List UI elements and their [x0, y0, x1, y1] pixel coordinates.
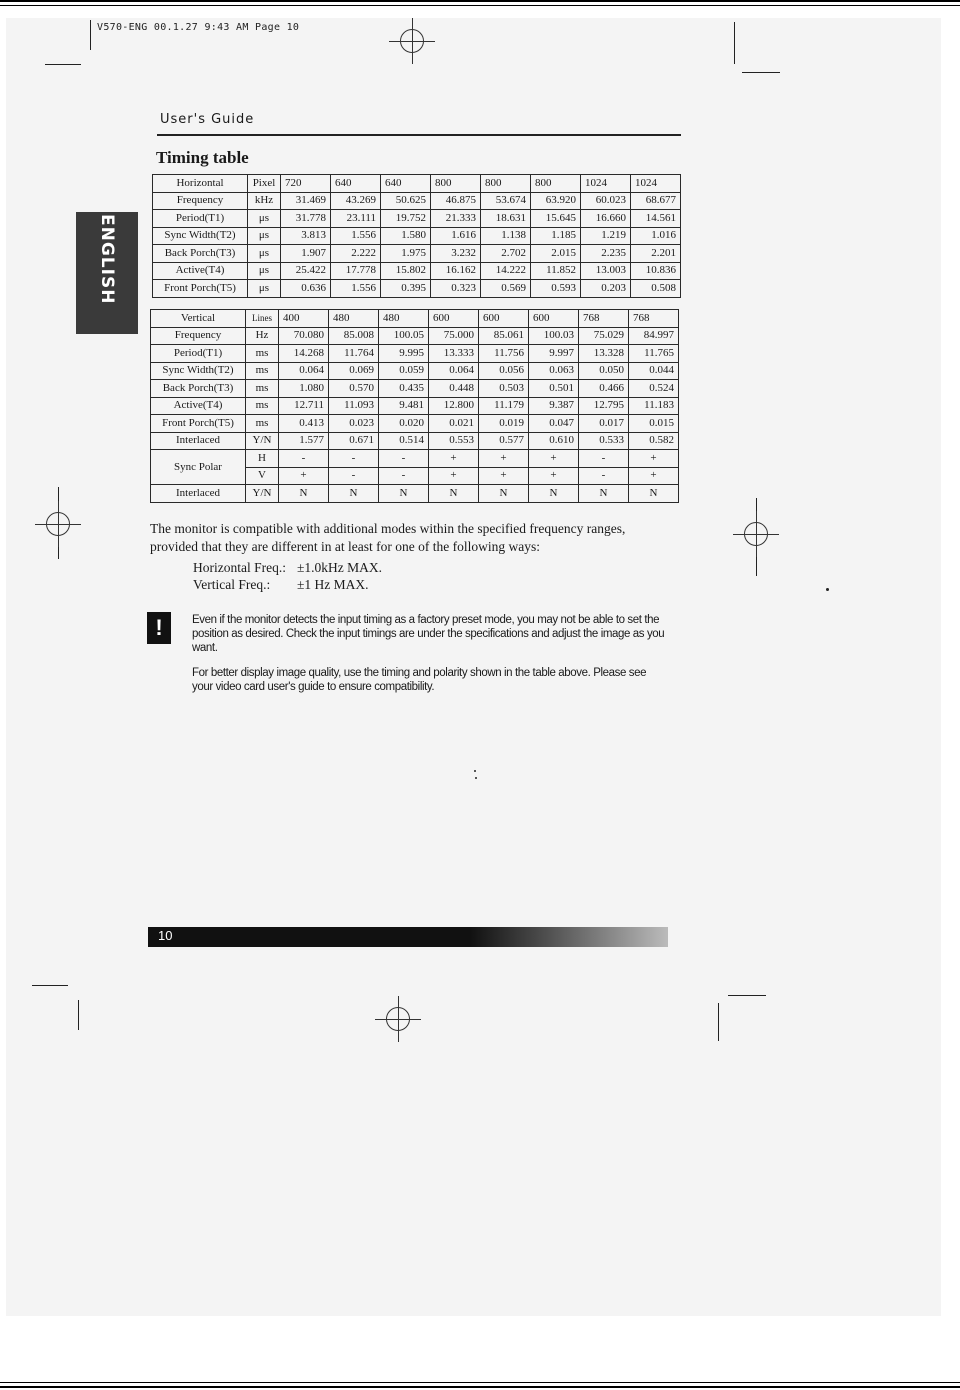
crop-mark	[90, 20, 91, 50]
value-cell: 0.508	[631, 280, 681, 298]
row-label: Interlaced	[151, 485, 246, 503]
value-cell: 0.023	[329, 415, 379, 433]
bottom-frame-rule	[0, 1382, 960, 1388]
value-cell: 16.162	[431, 262, 481, 280]
unit-cell: Lines	[246, 310, 279, 328]
unit-cell: Y/N	[246, 485, 279, 503]
value-cell: 0.582	[629, 432, 679, 450]
value-cell: 1.016	[631, 227, 681, 245]
value-cell: 100.03	[529, 327, 579, 345]
crop-mark	[32, 985, 68, 986]
value-cell: 11.183	[629, 397, 679, 415]
value-cell: 600	[429, 310, 479, 328]
value-cell: 14.222	[481, 262, 531, 280]
value-cell: 0.466	[579, 380, 629, 398]
dust-speck	[826, 588, 829, 591]
table-row	[151, 450, 679, 468]
row-label: Vertical	[151, 310, 246, 328]
value-cell: 0.514	[379, 432, 429, 450]
vertical-timing-table	[150, 309, 679, 503]
value-cell: 0.524	[629, 380, 679, 398]
table-row	[153, 227, 681, 245]
value-cell: 17.778	[331, 262, 381, 280]
value-cell: 640	[331, 175, 381, 193]
value-cell: 50.625	[381, 192, 431, 210]
value-cell: 100.05	[379, 327, 429, 345]
value-cell: 0.047	[529, 415, 579, 433]
registration-mark-icon	[400, 29, 424, 53]
value-cell: 0.553	[429, 432, 479, 450]
table-row	[151, 327, 679, 345]
horizontal-timing-table	[152, 174, 681, 298]
polarity-cell: -	[579, 467, 629, 485]
value-cell: 11.179	[479, 397, 529, 415]
row-label: Horizontal	[153, 175, 248, 193]
value-cell: 85.061	[479, 327, 529, 345]
value-cell: 0.064	[429, 362, 479, 380]
value-cell: 0.019	[479, 415, 529, 433]
value-cell: 13.328	[579, 345, 629, 363]
unit-cell: Pixel	[248, 175, 281, 193]
value-cell: 0.448	[429, 380, 479, 398]
value-cell: 11.852	[531, 262, 581, 280]
tolerance-value: ±1 Hz MAX.	[297, 577, 369, 592]
unit-cell: ms	[246, 362, 279, 380]
value-cell: 1.556	[331, 280, 381, 298]
value-cell: 68.677	[631, 192, 681, 210]
unit-cell: ms	[246, 345, 279, 363]
value-cell: 31.778	[281, 210, 331, 228]
value-cell: 400	[279, 310, 329, 328]
tolerance-row	[193, 577, 369, 593]
value-cell: 15.802	[381, 262, 431, 280]
tolerance-row	[193, 560, 382, 576]
value-cell: 640	[381, 175, 431, 193]
value-cell: 3.813	[281, 227, 331, 245]
value-cell: 1.577	[279, 432, 329, 450]
value-cell: 14.561	[631, 210, 681, 228]
value-cell: 1024	[631, 175, 681, 193]
row-label: Back Porch(T3)	[151, 380, 246, 398]
crop-mark	[45, 64, 81, 65]
value-cell: 85.008	[329, 327, 379, 345]
tolerance-key: Vertical Freq.:	[193, 577, 271, 592]
row-label: Active(T4)	[153, 262, 248, 280]
value-cell: 15.645	[531, 210, 581, 228]
polarity-cell: -	[279, 450, 329, 468]
registration-mark-icon	[46, 512, 70, 536]
value-cell: 0.569	[481, 280, 531, 298]
value-cell: 2.201	[631, 245, 681, 263]
value-cell: 10.836	[631, 262, 681, 280]
unit-cell: V	[246, 467, 279, 485]
unit-cell: μs	[248, 210, 281, 228]
value-cell: 18.631	[481, 210, 531, 228]
value-cell: 768	[629, 310, 679, 328]
value-cell: 23.111	[331, 210, 381, 228]
polarity-cell: +	[629, 450, 679, 468]
polarity-cell: -	[379, 467, 429, 485]
value-cell: 1.185	[531, 227, 581, 245]
unit-cell: ms	[246, 397, 279, 415]
value-cell: 14.268	[279, 345, 329, 363]
value-cell: 0.671	[329, 432, 379, 450]
page-number: 10	[158, 928, 173, 943]
value-cell: 1.580	[381, 227, 431, 245]
compatibility-paragraph: The monitor is compatible with additional modes within the specified frequency ranges, provided that they are different in at least for one of the following ways:	[150, 521, 626, 554]
table-row	[153, 210, 681, 228]
value-cell: N	[479, 485, 529, 503]
value-cell: 480	[379, 310, 429, 328]
value-cell: 11.764	[329, 345, 379, 363]
crop-mark	[78, 1000, 79, 1030]
value-cell: 11.093	[329, 397, 379, 415]
value-cell: 0.593	[531, 280, 581, 298]
value-cell: 0.577	[479, 432, 529, 450]
row-label: Frequency	[153, 192, 248, 210]
table-row	[151, 397, 679, 415]
warning-icon: !	[147, 612, 171, 644]
unit-cell: μs	[248, 227, 281, 245]
value-cell: 0.203	[581, 280, 631, 298]
value-cell: 13.333	[429, 345, 479, 363]
tolerance-value: ±1.0kHz MAX.	[297, 560, 383, 575]
value-cell: 0.020	[379, 415, 429, 433]
unit-cell: kHz	[248, 192, 281, 210]
unit-cell: μs	[248, 262, 281, 280]
table-row	[151, 432, 679, 450]
value-cell: 0.017	[579, 415, 629, 433]
value-cell: 0.636	[281, 280, 331, 298]
value-cell: 1.616	[431, 227, 481, 245]
polarity-cell: -	[379, 450, 429, 468]
table-row	[151, 415, 679, 433]
value-cell: 800	[531, 175, 581, 193]
table-row	[151, 345, 679, 363]
row-label: Frequency	[151, 327, 246, 345]
value-cell: 1.556	[331, 227, 381, 245]
page-footer-bar	[148, 927, 668, 947]
table-row	[151, 380, 679, 398]
value-cell: 12.711	[279, 397, 329, 415]
value-cell: N	[279, 485, 329, 503]
row-label: Period(T1)	[153, 210, 248, 228]
row-label: Sync Width(T2)	[153, 227, 248, 245]
header-rule	[157, 134, 681, 136]
row-label: Back Porch(T3)	[153, 245, 248, 263]
section-title: Timing table	[156, 148, 249, 167]
value-cell: N	[429, 485, 479, 503]
polarity-cell: -	[329, 450, 379, 468]
value-cell: 0.021	[429, 415, 479, 433]
value-cell: 0.069	[329, 362, 379, 380]
value-cell: 2.702	[481, 245, 531, 263]
polarity-cell: +	[429, 467, 479, 485]
value-cell: 25.422	[281, 262, 331, 280]
value-cell: N	[629, 485, 679, 503]
value-cell: 70.080	[279, 327, 329, 345]
table-row	[153, 280, 681, 298]
value-cell: 0.501	[529, 380, 579, 398]
polarity-cell: +	[629, 467, 679, 485]
value-cell: 800	[481, 175, 531, 193]
print-stamp: V570-ENG 00.1.27 9:43 AM Page 10	[97, 22, 300, 33]
value-cell: 1.907	[281, 245, 331, 263]
crop-mark	[728, 995, 766, 996]
registration-mark-icon	[744, 522, 768, 546]
value-cell: 63.920	[531, 192, 581, 210]
unit-cell: ms	[246, 380, 279, 398]
value-cell: 0.015	[629, 415, 679, 433]
value-cell: 0.533	[579, 432, 629, 450]
value-cell: 1.080	[279, 380, 329, 398]
value-cell: 21.333	[431, 210, 481, 228]
polarity-cell: +	[529, 467, 579, 485]
value-cell: 0.323	[431, 280, 481, 298]
value-cell: 53.674	[481, 192, 531, 210]
row-label: Front Porch(T5)	[151, 415, 246, 433]
row-label: Interlaced	[151, 432, 246, 450]
table-row	[151, 310, 679, 328]
value-cell: 480	[329, 310, 379, 328]
value-cell: 0.570	[329, 380, 379, 398]
value-cell: 720	[281, 175, 331, 193]
value-cell: 0.395	[381, 280, 431, 298]
value-cell: 13.003	[581, 262, 631, 280]
value-cell: 19.752	[381, 210, 431, 228]
polarity-cell: +	[429, 450, 479, 468]
value-cell: 0.435	[379, 380, 429, 398]
value-cell: 1.219	[581, 227, 631, 245]
crop-mark	[734, 22, 735, 64]
value-cell: 0.413	[279, 415, 329, 433]
unit-cell: ms	[246, 415, 279, 433]
table-row	[153, 175, 681, 193]
dust-speck	[475, 777, 477, 779]
value-cell: 0.056	[479, 362, 529, 380]
value-cell: 0.063	[529, 362, 579, 380]
value-cell: 11.756	[479, 345, 529, 363]
registration-mark-icon	[386, 1007, 410, 1031]
value-cell: N	[379, 485, 429, 503]
dust-speck	[474, 770, 476, 772]
polarity-cell: +	[479, 467, 529, 485]
table-row	[151, 362, 679, 380]
value-cell: 2.235	[581, 245, 631, 263]
value-cell: 1024	[581, 175, 631, 193]
row-label: Period(T1)	[151, 345, 246, 363]
value-cell: 0.050	[579, 362, 629, 380]
polarity-cell: -	[579, 450, 629, 468]
value-cell: 75.029	[579, 327, 629, 345]
table-row	[153, 245, 681, 263]
value-cell: 600	[479, 310, 529, 328]
value-cell: 800	[431, 175, 481, 193]
value-cell: 600	[529, 310, 579, 328]
unit-cell: μs	[248, 245, 281, 263]
value-cell: 0.059	[379, 362, 429, 380]
value-cell: 16.660	[581, 210, 631, 228]
running-header: User's Guide	[160, 112, 255, 127]
row-label: Active(T4)	[151, 397, 246, 415]
value-cell: 9.387	[529, 397, 579, 415]
unit-cell: Y/N	[246, 432, 279, 450]
value-cell: 1.975	[381, 245, 431, 263]
row-label: Sync Width(T2)	[151, 362, 246, 380]
polarity-cell: +	[529, 450, 579, 468]
tolerance-key: Horizontal Freq.:	[193, 560, 286, 575]
top-frame-rule	[0, 0, 960, 6]
value-cell: 31.469	[281, 192, 331, 210]
value-cell: 46.875	[431, 192, 481, 210]
polarity-cell: -	[329, 467, 379, 485]
row-label: Sync Polar	[151, 450, 246, 485]
value-cell: 0.503	[479, 380, 529, 398]
value-cell: 9.995	[379, 345, 429, 363]
value-cell: 84.997	[629, 327, 679, 345]
table-row	[153, 192, 681, 210]
value-cell: 9.997	[529, 345, 579, 363]
value-cell: 0.044	[629, 362, 679, 380]
unit-cell: μs	[248, 280, 281, 298]
table-row	[151, 485, 679, 503]
crop-mark	[718, 1003, 719, 1041]
table-row	[153, 262, 681, 280]
polarity-cell: +	[479, 450, 529, 468]
value-cell: 11.765	[629, 345, 679, 363]
caution-note: Even if the monitor detects the input timing as a factory preset mode, you may not be able to set the position as desired. Check the input timings are under the specifications and adjust the image as you want.	[192, 614, 665, 654]
value-cell: 0.610	[529, 432, 579, 450]
value-cell: N	[529, 485, 579, 503]
value-cell: 0.064	[279, 362, 329, 380]
row-label: Front Porch(T5)	[153, 280, 248, 298]
value-cell: 3.232	[431, 245, 481, 263]
value-cell: 2.015	[531, 245, 581, 263]
value-cell: N	[579, 485, 629, 503]
quality-note: For better display image quality, use the timing and polarity shown in the table above. Please see your video card user's guide to ensure compatibility.	[192, 667, 647, 693]
value-cell: 768	[579, 310, 629, 328]
unit-cell: Hz	[246, 327, 279, 345]
value-cell: 60.023	[581, 192, 631, 210]
value-cell: 75.000	[429, 327, 479, 345]
value-cell: 12.800	[429, 397, 479, 415]
unit-cell: H	[246, 450, 279, 468]
value-cell: 12.795	[579, 397, 629, 415]
value-cell: 1.138	[481, 227, 531, 245]
value-cell: N	[329, 485, 379, 503]
language-tab	[76, 212, 138, 334]
value-cell: 9.481	[379, 397, 429, 415]
language-tab-label: ENGLISH	[97, 214, 117, 305]
value-cell: 43.269	[331, 192, 381, 210]
polarity-cell: +	[279, 467, 329, 485]
value-cell: 2.222	[331, 245, 381, 263]
crop-mark	[742, 72, 780, 73]
